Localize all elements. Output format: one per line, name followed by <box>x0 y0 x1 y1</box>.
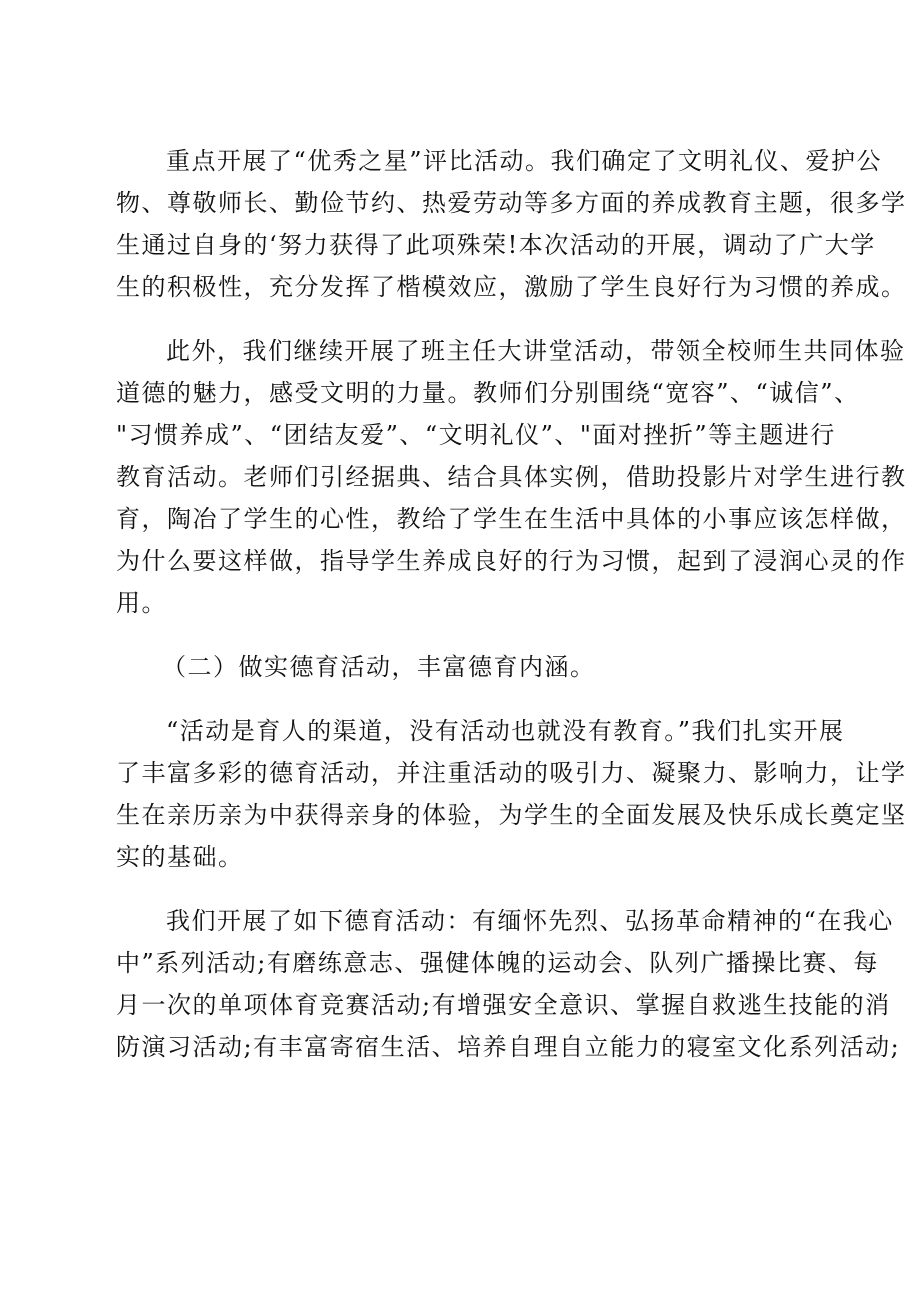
paragraph-line: 生的积极性，充分发挥了楷模效应，激励了学生良好行为习惯的养成。 <box>116 273 907 301</box>
section-heading <box>116 646 846 688</box>
paragraph-line: 了丰富多彩的德育活动，并注重活动的吸引力、凝聚力、影响力，让学 <box>116 759 907 787</box>
paragraph-line: 道德的魅力，感受文明的力量。教师们分别围绕“宽容”、“诚信”、 <box>116 379 860 407</box>
paragraph-line: 生通过自身的‘努力获得了此项殊荣!本次活动的开展，调动了广大学 <box>116 231 876 259</box>
paragraph-outstanding-star <box>116 140 907 308</box>
paragraph-line: 为什么要这样做，指导学生养成良好的行为习惯，起到了浸润心灵的作 <box>116 547 907 575</box>
paragraph-line: 我们开展了如下德育活动：有缅怀先烈、弘扬革命精神的“在我心 <box>166 907 894 935</box>
paragraph-line: “活动是育人的渠道，没有活动也就没有教育。”我们扎实开展 <box>166 717 845 745</box>
paragraph-line: 教育活动。老师们引经据典、结合具体实例，借助投影片对学生进行教 <box>116 463 907 491</box>
paragraph-line: 重点开展了“优秀之星”评比活动。我们确定了文明礼仪、爱护公 <box>166 147 883 175</box>
document-body <box>116 140 907 1090</box>
paragraph-line: 此外，我们继续开展了班主任大讲堂活动，带领全校师生共同体验 <box>166 337 906 365</box>
paragraph-line: 育，陶冶了学生的心性，教给了学生在生活中具体的小事应该怎样做， <box>116 505 907 533</box>
paragraph-activities-list <box>116 900 901 1068</box>
paragraph-line: "习惯养成”、“团结友爱”、“文明礼仪”、"面对挫折”等主题进行 <box>116 421 836 449</box>
paragraph-line: 物、尊敬师长、勤俭节约、热爱劳动等多方面的养成教育主题，很多学 <box>116 189 907 217</box>
paragraph-line: 中”系列活动;有磨练意志、强健体魄的运动会、队列广播操比赛、每 <box>116 949 879 977</box>
section-heading-text: （二）做实德育活动，丰富德育内涵。 <box>162 653 596 681</box>
paragraph-line: 防演习活动;有丰富寄宿生活、培养自理自立能力的寝室文化系列活动; <box>116 1033 901 1061</box>
paragraph-line: 月一次的单项体育竞赛活动;有增强安全意识、掌握自救逃生技能的消 <box>116 991 891 1019</box>
paragraph-line: 用。 <box>116 589 167 617</box>
paragraph-line: 实的基础。 <box>116 843 244 871</box>
paragraph-line: 生在亲历亲为中获得亲身的体验，为学生的全面发展及快乐成长奠定坚 <box>116 801 907 829</box>
paragraph-lecture-hall <box>116 330 907 624</box>
paragraph-activities-intro <box>116 710 907 878</box>
